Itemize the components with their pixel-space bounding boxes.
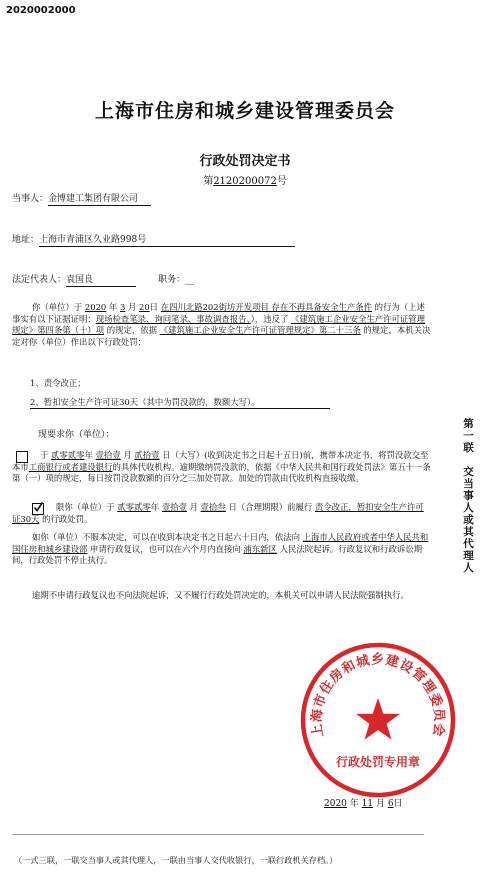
document-title: 行政处罚决定书 [199,154,291,169]
party-label: 当事人： [12,194,49,204]
compliance-option-paragraph [12,502,432,525]
seal-graphic [298,640,458,800]
party-value: 金博建工集团有限公司 [48,193,151,206]
decision-number-suffix: 号 [276,176,287,187]
para1-text-2: 年 [106,302,120,312]
compliance-day: 壹拾叁 [200,502,226,512]
address-value: 上海市青浦区久业路998号 [39,234,295,247]
court-district: 浦东新区 [243,543,277,554]
collecting-bank: 工商银行或者建设银行 [28,461,113,472]
seal-ring-text: 上海市住房和城乡建设管理委员会 [309,652,447,739]
address-label: 地址： [12,235,40,245]
para1-text-5: 的行为（上述事实有以下证据证明： [12,302,425,324]
compliance-year: 贰零贰零 [117,502,151,512]
decision-number [0,172,490,187]
footer-note: （一式三联，一联交当事人或其代理人，一联由当事人交代收银行，一联行政机关存档。） [14,855,338,865]
required-action: 责令改正，暂扣安全生产许可证30天 [12,502,424,524]
seal-star-icon [356,698,400,740]
penalty-item-1: 1、责令改正； [30,378,86,388]
legal-rep-label: 法定代表人： [12,275,67,285]
option1-text-2: 年 [84,450,96,460]
payment-year: 贰零贰零 [51,450,85,460]
appeal-text-2: 申请行政复议，也可以在六个月内直接向 [87,543,244,554]
penalty-basis-provision: 《建筑施工企业安全生产许可证管理规定》第二十三条 [159,325,361,336]
issue-day: 6 [387,799,394,809]
organization-title: 上海市住房和城乡建设管理委员会 [94,100,395,122]
party-row [12,193,151,206]
payment-month: 壹拾壹 [95,450,121,460]
violation-month: 3 [119,302,126,312]
position-value: __ [185,275,195,285]
document-serial-number: 2020002000 [6,5,76,16]
para1-text-1: 你（单位）于 [32,302,85,312]
position-label: 职务： [158,275,186,285]
address-row [12,234,295,247]
review-authority: 上海市人民政府或者中华人民共和国住房和城乡建设部 [12,532,429,554]
para1-text-7: 的规定，依据 [104,325,160,336]
issue-date-text-2: 月 [373,799,388,809]
option2-text-2: 年 [150,502,162,512]
violation-year: 2020 [84,302,107,312]
overdue-paragraph: 逾期不申请行政复议也不向法院起诉，又不履行行政处罚决定的，本机关可以申请人民法院强制执行。 [32,590,409,600]
option1-text-1: 于 [40,450,52,460]
option2-text-3: 月 [186,502,201,512]
decision-number-prefix: 第 [203,176,214,187]
violated-provision: 《建筑施工企业安全生产许可证管理规定》第四条第（十）项 [12,313,426,336]
request-heading: 现要求你（单位）： [38,430,115,440]
para1-text-6: ），违反了 [250,313,292,324]
payment-option-paragraph [12,450,432,485]
issue-year: 2020 [324,799,347,809]
official-seal [298,640,458,800]
payment-day: 贰拾壹 [134,450,160,460]
issue-date-text-1: 年 [346,799,362,809]
copy-designation: 第一联 交当事人或其代理人 [462,418,474,574]
seal-bottom-text: 行政处罚专用章 [335,755,421,769]
violation-place: 在四川北路202街坊开发项目 存在不再具备安全生产条件 [160,302,372,312]
appeal-text-3: 人民法院起诉。行政复议和行政诉讼期间，行政处罚不停止执行。 [12,543,422,566]
issue-date-text-3: 日 [393,799,403,809]
issue-date [324,796,403,809]
option1-text-3: 月 [120,450,135,460]
option1-text-5: 的具体代收机构。逾期缴纳罚没款的，依据《中华人民共和国行政处罚法》第五十一条第（一）项的规定，每日按罚没款数额的百分之三加处罚款。加处的罚款由代收机构直接收缴。 [12,461,431,484]
para1-text-4: 日 [149,302,161,312]
legal-rep-value: 袁国良 [66,274,136,287]
para1-text-3: 月 [125,302,139,312]
violation-paragraph [12,302,432,348]
appeal-paragraph [12,532,432,567]
option1-text-4: 日（大写）(收到决定书之日起十五日)前，携带本决定书，将罚没款交至本市 [12,450,429,472]
evidence-list: 现场检查笔录、询问笔录、事故调查报告、 [95,313,251,324]
option2-text-5: 的行政处罚。 [39,513,93,524]
option2-text-4: 日（合理期限）前履行 [225,502,315,512]
violation-day: 20 [139,302,150,312]
compliance-month: 壹拾壹 [161,502,187,512]
penalty-item-2 [30,396,330,409]
option2-text-1: 限你（单位）于 [56,502,118,512]
legal-rep-row [12,274,194,287]
footer-divider [12,834,424,835]
decision-number-value: 2120200072 [213,176,277,187]
issue-month: 11 [361,799,374,809]
appeal-text-1: 如你（单位）不服本决定，可以在收到本决定书之日起六十日内，依法向 [32,532,303,542]
penalty-item-2-text: 2、暂扣安全生产许可证30天（其中为罚没款的，数额大写）。 [30,396,330,409]
para1-text-8: 的规定，本机关决定对你（单位）作出以下行政处罚： [12,325,431,347]
